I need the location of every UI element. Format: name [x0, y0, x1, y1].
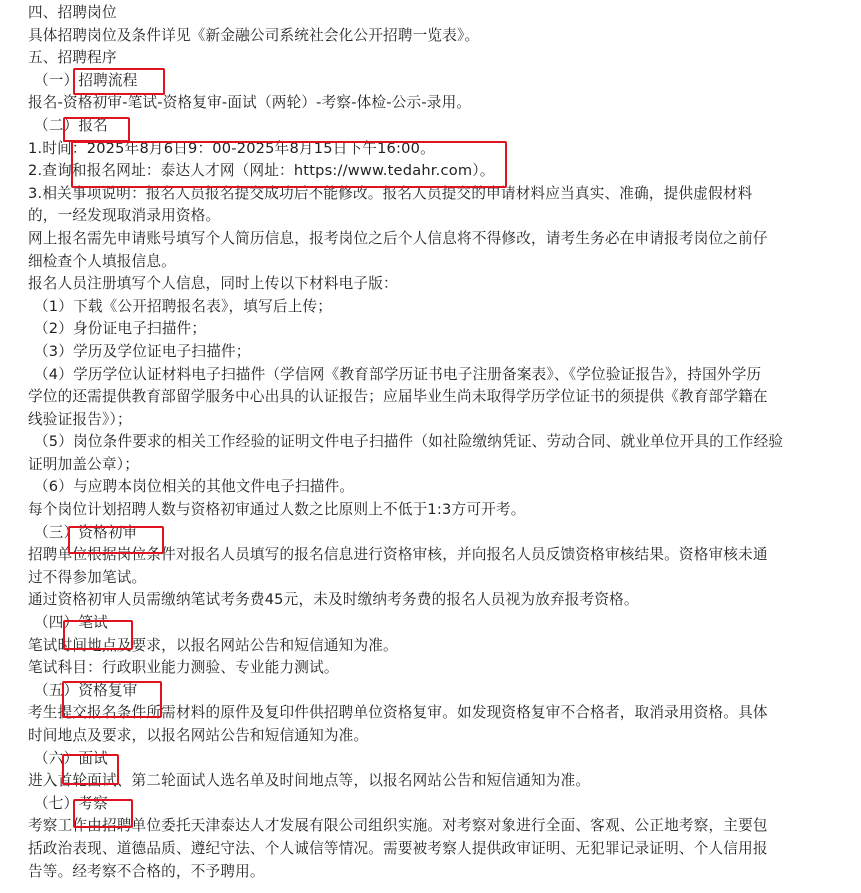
- paragraph-text: 具体招聘岗位及条件详见《新金融公司系统社会化公开招聘一览表》。: [28, 26, 480, 44]
- list-item: （2）身份证电子扫描件；: [34, 320, 207, 338]
- section-heading-positions: 四、招聘岗位: [28, 4, 117, 21]
- list-item-continuation: 证明加盖公章）；: [28, 455, 140, 473]
- paragraph-text: 的，一经发现取消录用资格。: [28, 207, 221, 225]
- subheading-inspection: （七）考察: [34, 794, 108, 812]
- paragraph-text: 招聘单位根据岗位条件对报名人员填写的报名信息进行资格审核，并向报名人员反馈资格审核结果。资格审核未通: [28, 546, 768, 564]
- paragraph-text: 通过资格初审人员需缴纳笔试考务费45元，未及时缴纳考务费的报名人员视为放弃报考资格。: [28, 591, 639, 609]
- section-heading-procedure: 五、招聘程序: [28, 49, 117, 67]
- subheading-interview: （六）面试: [34, 749, 108, 767]
- paragraph-text: 笔试科目：行政职业能力测验、专业能力测试。: [28, 659, 339, 677]
- paragraph-text: 考察工作由招聘单位委托天津泰达人才发展有限公司组织实施。对考察对象进行全面、客观、公正地考察，主要包: [28, 817, 768, 835]
- paragraph-text: 告等。经考察不合格的，不予聘用。: [28, 862, 265, 880]
- paragraph-text: 每个岗位计划招聘人数与资格初审通过人数之比原则上不低于1:3方可开考。: [28, 501, 526, 519]
- subheading-recruitment-process: （一）招聘流程: [34, 71, 138, 89]
- list-item-continuation: 线验证报告》）；: [28, 410, 132, 428]
- paragraph-text: 3.相关事项说明：报名人员报名提交成功后不能修改。报名人员提交的申请材料应当真实、准确，提供虚假材料: [28, 184, 753, 202]
- paragraph-text: 考生提交报名条件所需材料的原件及复印件供招聘单位资格复审。如发现资格复审不合格者，取消录用资格。具体: [28, 704, 768, 722]
- paragraph-text: 报名人员注册填写个人信息，同时上传以下材料电子版：: [28, 275, 398, 293]
- subheading-re-review: （五）资格复审: [34, 681, 138, 699]
- subheading-registration: （二）报名: [34, 116, 108, 134]
- paragraph-text: 时间地点及要求，以报名网站公告和短信通知为准。: [28, 727, 369, 744]
- subheading-written-exam: （四）笔试: [34, 614, 108, 632]
- paragraph-text: 过不得参加笔试。: [28, 568, 147, 586]
- list-item: （1）下载《公开招聘报名表》，填写后上传；: [34, 297, 333, 315]
- paragraph-text: 报名-资格初审-笔试-资格复审-面试（两轮）-考察-体检-公示-录用。: [28, 94, 472, 112]
- list-item: （5）岗位条件要求的相关工作经验的证明文件电子扫描件（如社险缴纳凭证、劳动合同、就业单位开具的工作经验: [34, 433, 784, 451]
- paragraph-text: 括政治表现、道德品质、遵纪守法、个人诚信等情况。需要被考察人提供政审证明、无犯罪记录证明、个人信用报: [28, 839, 768, 857]
- registration-time: 1.时间：2025年8月6日9：00-2025年8月15日下午16:00。: [28, 139, 435, 157]
- subheading-preliminary-review: （三）资格初审: [34, 523, 138, 541]
- document-body: [28, 2, 848, 883]
- list-item: （3）学历及学位证电子扫描件；: [34, 342, 251, 360]
- list-item: （6）与应聘本岗位相关的其他文件电子扫描件。: [34, 478, 355, 496]
- list-item-continuation: 学位的还需提供教育部留学服务中心出具的认证报告；应届毕业生尚未取得学历学位证书的须提供《教育部学籍在: [28, 388, 768, 406]
- list-item: （4）学历学位认证材料电子扫描件（学信网《教育部学历证书电子注册备案表》、《学位验证报告》，持国外学历: [34, 365, 762, 383]
- paragraph-text: 网上报名需先申请账号填写个人简历信息，报考岗位之后个人信息将不得修改，请考生务必在申请报考岗位之前仔: [28, 229, 768, 247]
- paragraph-text: 笔试时间地点及要求，以报名网站公告和短信通知为准。: [28, 636, 398, 654]
- paragraph-text: 细检查个人填报信息。: [28, 252, 176, 270]
- registration-website: 2.查询和报名网址：泰达人才网（网址：https://www.tedahr.com）。: [28, 162, 495, 180]
- paragraph-text: 进入首轮面试、第二轮面试人选名单及时间地点等，以报名网站公告和短信通知为准。: [28, 772, 591, 790]
